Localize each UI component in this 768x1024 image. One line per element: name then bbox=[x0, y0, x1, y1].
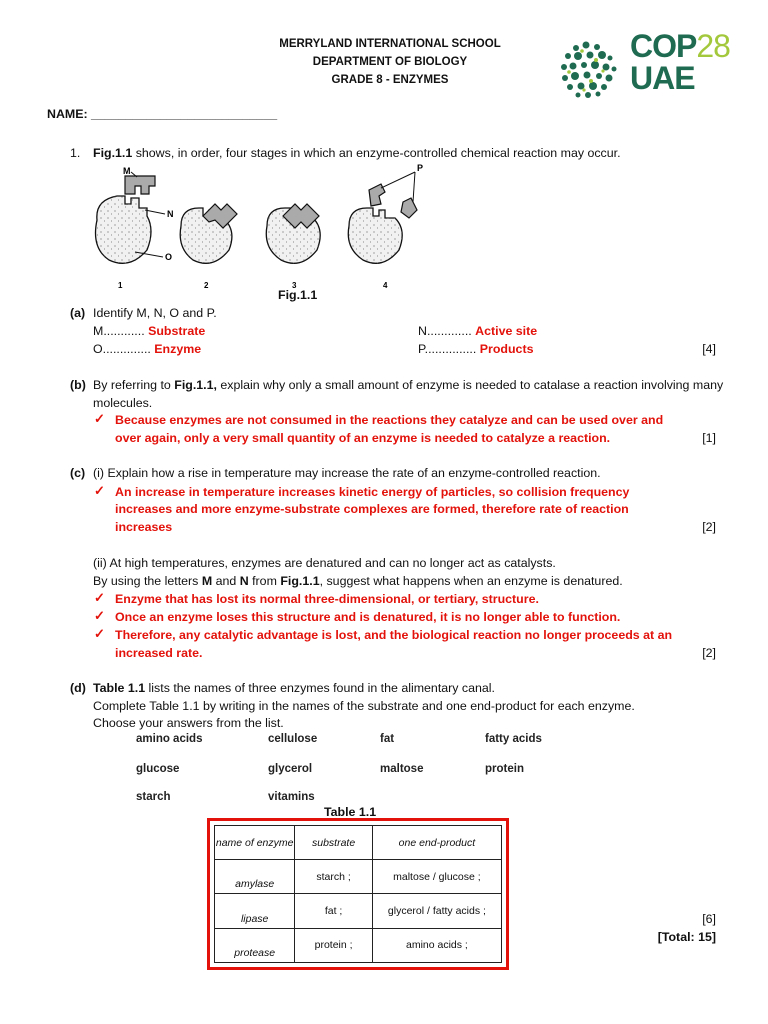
end-product-cell: maltose / glucose ; bbox=[372, 860, 501, 894]
answer-o: O.............. Enzyme bbox=[93, 342, 202, 356]
word-option: fat bbox=[380, 733, 395, 745]
table-header-substrate: substrate bbox=[295, 826, 372, 860]
department-name: DEPARTMENT OF BIOLOGY bbox=[312, 56, 468, 68]
answer-c-i-line3: increases bbox=[115, 520, 173, 534]
word-option: protein bbox=[485, 763, 524, 775]
table-row bbox=[215, 894, 502, 928]
marks-c-ii: [2] bbox=[702, 646, 716, 660]
check-icon: ✓ bbox=[94, 608, 105, 623]
label-o: O bbox=[165, 252, 173, 262]
question-number: 1. bbox=[70, 146, 81, 160]
answer-m: M............ Substrate bbox=[93, 324, 206, 338]
end-product-cell: amino acids ; bbox=[372, 928, 501, 962]
check-icon: ✓ bbox=[94, 590, 105, 605]
table-header-end-product: one end-product bbox=[372, 826, 501, 860]
answer-table-highlight bbox=[207, 818, 509, 970]
word-option: starch bbox=[136, 791, 171, 803]
answer-c-ii-a: Enzyme that has lost its normal three-dimensional, or tertiary, structure. bbox=[115, 592, 539, 606]
stage-label: 1 bbox=[118, 281, 123, 290]
part-d-line3: Choose your answers from the list. bbox=[93, 716, 284, 730]
substrate-cell: starch ; bbox=[295, 860, 372, 894]
answer-b-line1: Because enzymes are not consumed in the reactions they catalyze and can be used over and bbox=[115, 413, 664, 427]
answer-c-ii-c2: increased rate. bbox=[115, 646, 203, 660]
name-field-label: NAME: ___________________________ bbox=[47, 107, 278, 121]
answer-n: N............. Active site bbox=[418, 324, 538, 338]
enzyme-name: lipase bbox=[215, 894, 295, 928]
part-d-label: (d) bbox=[70, 681, 86, 695]
part-d-line1: Table 1.1 lists the names of three enzymes found in the alimentary canal. bbox=[93, 681, 495, 695]
part-c-ii-question: (ii) At high temperatures, enzymes are denatured and can no longer act as catalysts. bbox=[93, 556, 556, 570]
part-b-question: By referring to Fig.1.1, explain why only a small amount of enzyme is needed to catalase a reaction involving many molecules. bbox=[93, 378, 724, 410]
part-b-label: (b) bbox=[70, 378, 86, 392]
answer-p: P............... Products bbox=[418, 342, 534, 356]
marks-c-i: [2] bbox=[702, 520, 716, 534]
part-c-ii-instruction: By using the letters M and N from Fig.1.1, suggest what happens when an enzyme is denatured. bbox=[93, 574, 623, 588]
label-m: M bbox=[123, 166, 131, 176]
table-row bbox=[215, 860, 502, 894]
part-a-question: Identify M, N, O and P. bbox=[93, 306, 217, 320]
enzyme-table bbox=[214, 825, 502, 963]
enzyme-name: amylase bbox=[215, 860, 295, 894]
part-c-label: (c) bbox=[70, 466, 86, 480]
answer-c-i-line2: increases and more enzyme-substrate complexes are formed, therefore rate of reaction bbox=[115, 502, 629, 516]
word-option: glucose bbox=[136, 763, 180, 775]
part-d-line2: Complete Table 1.1 by writing in the names of the substrate and one end-product for each enzyme. bbox=[93, 699, 635, 713]
table-row bbox=[215, 928, 502, 962]
label-n: N bbox=[167, 209, 174, 219]
worksheet-title: GRADE 8 - ENZYMES bbox=[331, 74, 449, 86]
total-marks: [Total: 15] bbox=[657, 930, 716, 944]
check-icon: ✓ bbox=[94, 483, 105, 498]
check-icon: ✓ bbox=[94, 411, 105, 426]
enzyme-name: protease bbox=[215, 928, 295, 962]
word-option: fatty acids bbox=[485, 733, 542, 745]
answer-c-i-line1: An increase in temperature increases kinetic energy of particles, so collision frequency bbox=[115, 485, 630, 499]
end-product-cell: glycerol / fatty acids ; bbox=[372, 894, 501, 928]
marks-b: [1] bbox=[702, 431, 716, 445]
part-a-label: (a) bbox=[70, 306, 86, 320]
word-option: vitamins bbox=[268, 791, 315, 803]
word-option: cellulose bbox=[268, 733, 318, 745]
stage-2-diagram bbox=[180, 204, 237, 263]
word-option: glycerol bbox=[268, 763, 313, 775]
part-c-i-question: (i) Explain how a rise in temperature may increase the rate of an enzyme-controlled reaction. bbox=[93, 466, 601, 480]
answer-b-line2: over again, only a very small quantity of an enzyme is needed to catalyze a reaction. bbox=[115, 431, 611, 445]
cop28-globe-icon bbox=[556, 38, 620, 102]
table-header-enzyme: name of enzyme bbox=[215, 826, 295, 860]
stage-label: 3 bbox=[292, 281, 297, 290]
cop28-logo-text: COP28 UAE bbox=[630, 28, 730, 96]
substrate-cell: fat ; bbox=[295, 894, 372, 928]
label-p: P bbox=[417, 163, 424, 173]
word-option: amino acids bbox=[136, 733, 203, 745]
answer-c-ii-b: Once an enzyme loses this structure and is denatured, it is no longer able to function. bbox=[115, 610, 621, 624]
answer-c-ii-c1: Therefore, any catalytic advantage is lost, and the biological reaction no longer proceeds at an bbox=[115, 628, 673, 642]
stage-4-diagram bbox=[348, 172, 417, 263]
marks-d: [6] bbox=[702, 912, 716, 926]
stage-1-diagram bbox=[96, 172, 166, 263]
stage-3-diagram bbox=[266, 204, 320, 263]
word-option: maltose bbox=[380, 763, 424, 775]
check-icon: ✓ bbox=[94, 626, 105, 641]
question-1-intro: Fig.1.1 shows, in order, four stages in which an enzyme-controlled chemical reaction may occur. bbox=[93, 146, 621, 160]
substrate-cell: protein ; bbox=[295, 928, 372, 962]
stage-label: 4 bbox=[383, 281, 388, 290]
school-name: MERRYLAND INTERNATIONAL SCHOOL bbox=[279, 38, 501, 50]
marks-a: [4] bbox=[702, 342, 716, 356]
figure-caption: Fig.1.1 bbox=[278, 288, 318, 302]
stage-label: 2 bbox=[204, 281, 209, 290]
table-title: Table 1.1 bbox=[324, 805, 377, 819]
figure-enzyme-stages bbox=[85, 160, 435, 290]
